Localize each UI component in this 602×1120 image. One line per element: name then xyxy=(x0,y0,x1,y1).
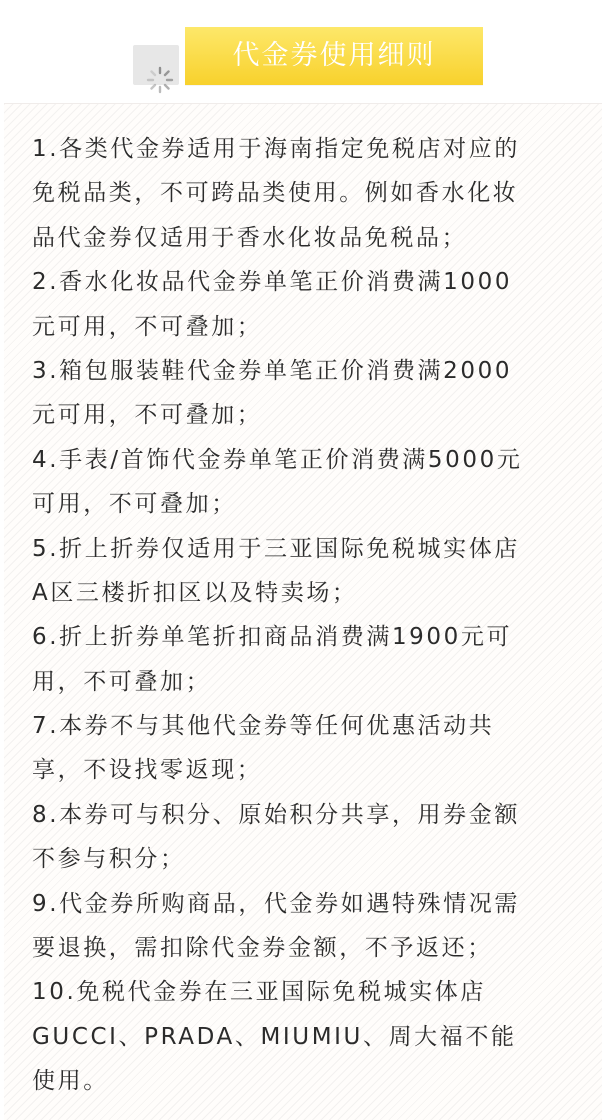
rule-line: 可用，不可叠加； xyxy=(32,491,237,518)
rule-line: 元可用，不可叠加； xyxy=(32,313,263,340)
rule-line: 10.免税代金券在三亚国际免税城实体店 xyxy=(32,979,486,1006)
rule-line: 品代金券仅适用于香水化妆品免税品； xyxy=(32,224,468,251)
rule-line: 不参与积分； xyxy=(32,846,186,873)
rules-list xyxy=(32,127,584,1104)
rule-line: GUCCI、PRADA、MIUMIU、周大福不能 xyxy=(32,1023,517,1050)
rule-line: 要退换，需扣除代金券金额，不予返还； xyxy=(32,935,493,962)
rule-line: 8.本券可与积分、原始积分共享，用券金额 xyxy=(32,801,520,828)
loading-spinner-icon xyxy=(145,65,175,95)
page-title: 代金券使用细则 xyxy=(185,27,483,85)
rule-line: 3.箱包服装鞋代金券单笔正价消费满2000 xyxy=(32,357,513,384)
rule-line: 享，不设找零返现； xyxy=(32,757,263,784)
rule-line: 元可用，不可叠加； xyxy=(32,402,263,429)
rule-line: 6.折上折券单笔折扣商品消费满1900元可 xyxy=(32,624,513,651)
rule-line: 用，不可叠加； xyxy=(32,668,212,695)
rule-line: 2.香水化妆品代金券单笔正价消费满1000 xyxy=(32,269,513,296)
rule-line: 4.手表/首饰代金券单笔正价消费满5000元 xyxy=(32,446,523,473)
rule-line: 9.代金券所购商品，代金券如遇特殊情况需 xyxy=(32,890,520,917)
rule-line: 5.折上折券仅适用于三亚国际免税城实体店 xyxy=(32,535,520,562)
rule-line: A区三楼折扣区以及特卖场； xyxy=(32,579,358,606)
header-tab xyxy=(133,45,179,85)
rules-header xyxy=(133,27,483,85)
rule-line: 1.各类代金券适用于海南指定免税店对应的 xyxy=(32,136,520,162)
rule-line: 免税品类，不可跨品类使用。例如香水化妆 xyxy=(32,180,519,207)
rule-line: 7.本券不与其他代金券等任何优惠活动共 xyxy=(32,713,495,740)
rule-line: 使用。 xyxy=(32,1068,109,1095)
